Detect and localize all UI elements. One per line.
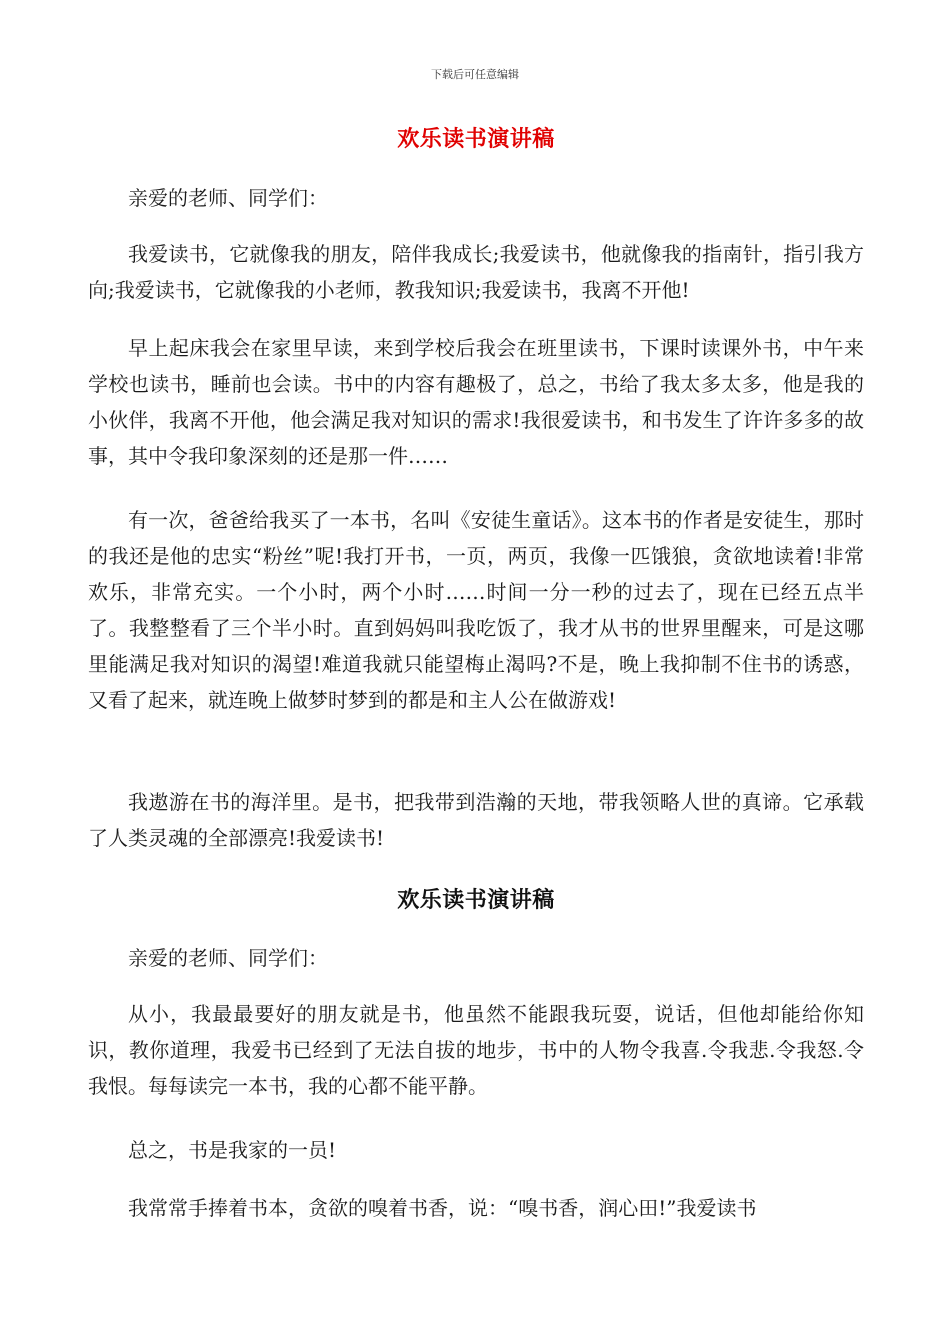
section2-paragraph: 我常常手捧着书本，贪欲的嗅着书香，说：“嗅书香，润心田!”我爱读书 [128, 1196, 757, 1220]
section2-title: 欢乐读书演讲稿 [397, 887, 555, 913]
section2-paragraph: 总之，书是我家的一员! [128, 1138, 337, 1162]
header-note: 下载后可任意编辑 [431, 68, 519, 81]
section1-salutation: 亲爱的老师、同学们： [128, 186, 328, 210]
section2-salutation: 亲爱的老师、同学们： [128, 946, 328, 970]
section1-paragraph: 我遨游在书的海洋里。是书，把我带到浩瀚的天地，带我领略人世的真谛。它承载了人类灵魂的全部漂亮!我爱读书! [88, 790, 864, 850]
section1-paragraph: 我爱读书，它就像我的朋友，陪伴我成长;我爱读书，他就像我的指南针，指引我方向;我爱读书，它就像我的小老师，教我知识;我爱读书，我离不开他! [88, 242, 864, 302]
section1-body [88, 180, 864, 216]
section1-paragraph: 早上起床我会在家里早读，来到学校后我会在班里读书，下课时读课外书，中午来学校也读书，睡前也会读。书中的内容有趣极了，总之，书给了我太多太多，他是我的小伙伴，我离不开他，他会满足我对知识的需求!我很爱读书，和书发生了许许多多的故事，其中令我印象深刻的还是那一件…… [88, 336, 864, 468]
section2-paragraph: 从小，我最最要好的朋友就是书，他虽然不能跟我玩耍，说话，但他却能给你知识，教你道理，我爱书已经到了无法自拔的地步，书中的人物令我喜.令我悲.令我怒.令我恨。每每读完一本书，我的心都不能平静。 [88, 1002, 864, 1098]
section1-paragraph: 有一次，爸爸给我买了一本书，名叫《安徒生童话》。这本书的作者是安徒生，那时的我还是他的忠实“粉丝”呢!我打开书，一页，两页，我像一匹饿狼，贪欲地读着!非常欢乐，非常充实。一个小时，两个小时……时间一分一秒的过去了，现在已经五点半了。我整整看了三个半小时。直到妈妈叫我吃饭了，我才从书的世界里醒来，可是这哪里能满足我对知识的渴望!难道我就只能望梅止渴吗?不是，晚上我抑制不住书的诱惑，又看了起来，就连晚上做梦时梦到的都是和主人公在做游戏! [88, 508, 864, 712]
section1-title: 欢乐读书演讲稿 [397, 126, 555, 152]
